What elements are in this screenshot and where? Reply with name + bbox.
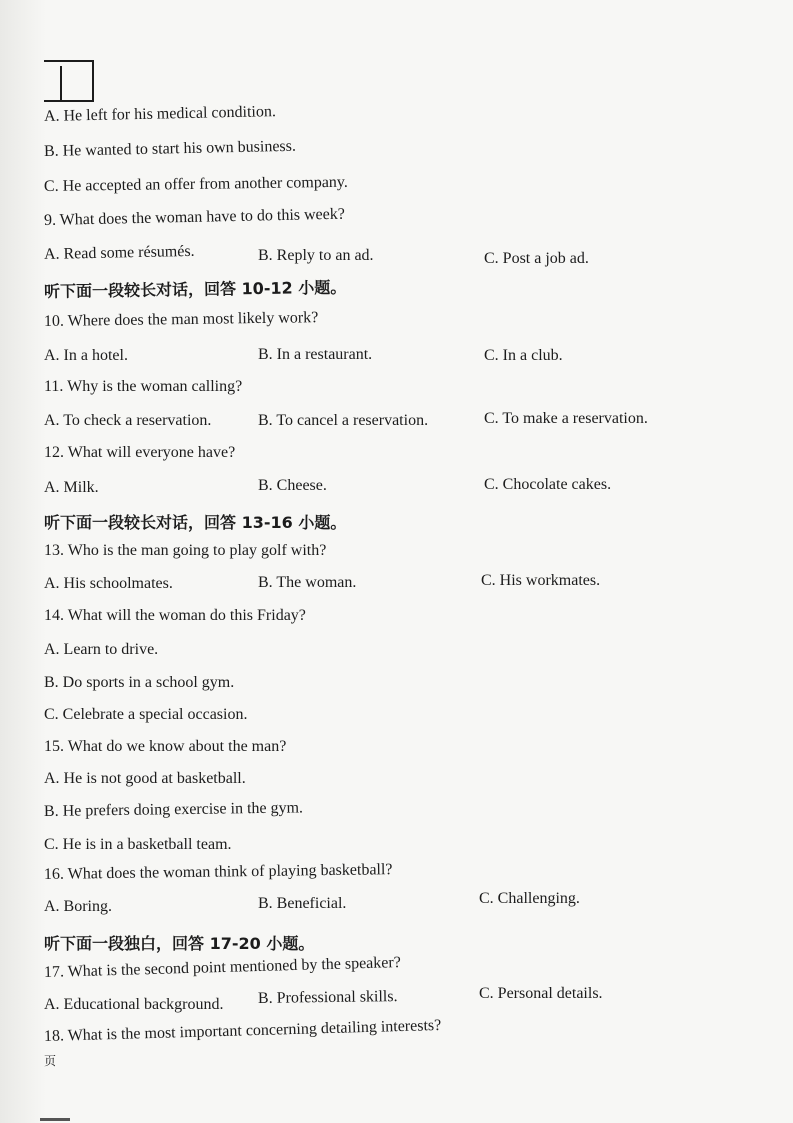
q8-option-b: B. He wanted to start his own business. [43,137,297,160]
q17-option-c: C. Personal details. [479,985,603,1002]
q14-option-b: B. Do sports in a school gym. [44,674,235,691]
q11-option-b: B. To cancel a reservation. [258,412,429,429]
q16-option-c: C. Challenging. [479,890,580,907]
q13-option-c: C. His workmates. [481,572,601,589]
q15-option-b: B. He prefers doing exercise in the gym. [43,799,304,820]
q8-option-a: A. He left for his medical condition. [43,103,277,125]
question-13: 13. Who is the man going to play golf with? [44,542,327,559]
question-18: 18. What is the most important concerning detailing interests? [43,1016,442,1045]
q17-option-a: A. Educational background. [44,996,224,1013]
q12-option-c: C. Chocolate cakes. [484,476,612,493]
section-heading-10-12: 听下面一段较长对话，回答 10-12 小题。 [43,277,347,301]
question-9: 9. What does the woman have to do this week? [43,205,346,229]
section-heading-17-20: 听下面一段独白，回答 17-20 小题。 [44,934,315,953]
page-footer-mark: 页 [44,1054,57,1068]
q11-option-a: A. To check a reservation. [44,412,212,429]
q13-option-a: A. His schoolmates. [44,575,173,592]
q17-option-b: B. Professional skills. [257,988,398,1007]
question-14: 14. What will the woman do this Friday? [44,607,306,624]
q8-option-c: C. He accepted an offer from another company. [43,173,348,195]
question-12: 12. What will everyone have? [44,444,236,461]
q9-option-b: B. Reply to an ad. [258,247,374,264]
question-17: 17. What is the second point mentioned by the speaker? [43,954,402,981]
question-15: 15. What do we know about the man? [44,738,287,755]
q12-option-a: A. Milk. [44,479,99,496]
q9-option-c: C. Post a job ad. [484,250,589,267]
question-10: 10. Where does the man most likely work? [43,309,319,330]
q16-option-a: A. Boring. [44,898,112,915]
question-16: 16. What does the woman think of playing basketball? [43,861,393,883]
corner-box-mark [44,60,94,102]
q10-option-a: A. In a hotel. [44,347,128,364]
q13-option-b: B. The woman. [258,574,357,591]
q15-option-c: C. He is in a basketball team. [44,836,232,853]
q12-option-b: B. Cheese. [258,477,327,494]
q15-option-a: A. He is not good at basketball. [44,770,246,787]
page-edge-shadow [0,0,46,1123]
q11-option-c: C. To make a reservation. [484,410,648,427]
question-11: 11. Why is the woman calling? [44,378,243,395]
q10-option-b: B. In a restaurant. [258,346,373,363]
q14-option-c: C. Celebrate a special occasion. [44,706,248,723]
q10-option-c: C. In a club. [484,347,563,364]
q14-option-a: A. Learn to drive. [44,641,159,658]
bottom-edge-mark [40,1118,70,1121]
q16-option-b: B. Beneficial. [258,895,347,912]
q9-option-a: A. Read some résumés. [43,242,195,263]
section-heading-13-16: 听下面一段较长对话，回答 13-16 小题。 [44,513,347,532]
